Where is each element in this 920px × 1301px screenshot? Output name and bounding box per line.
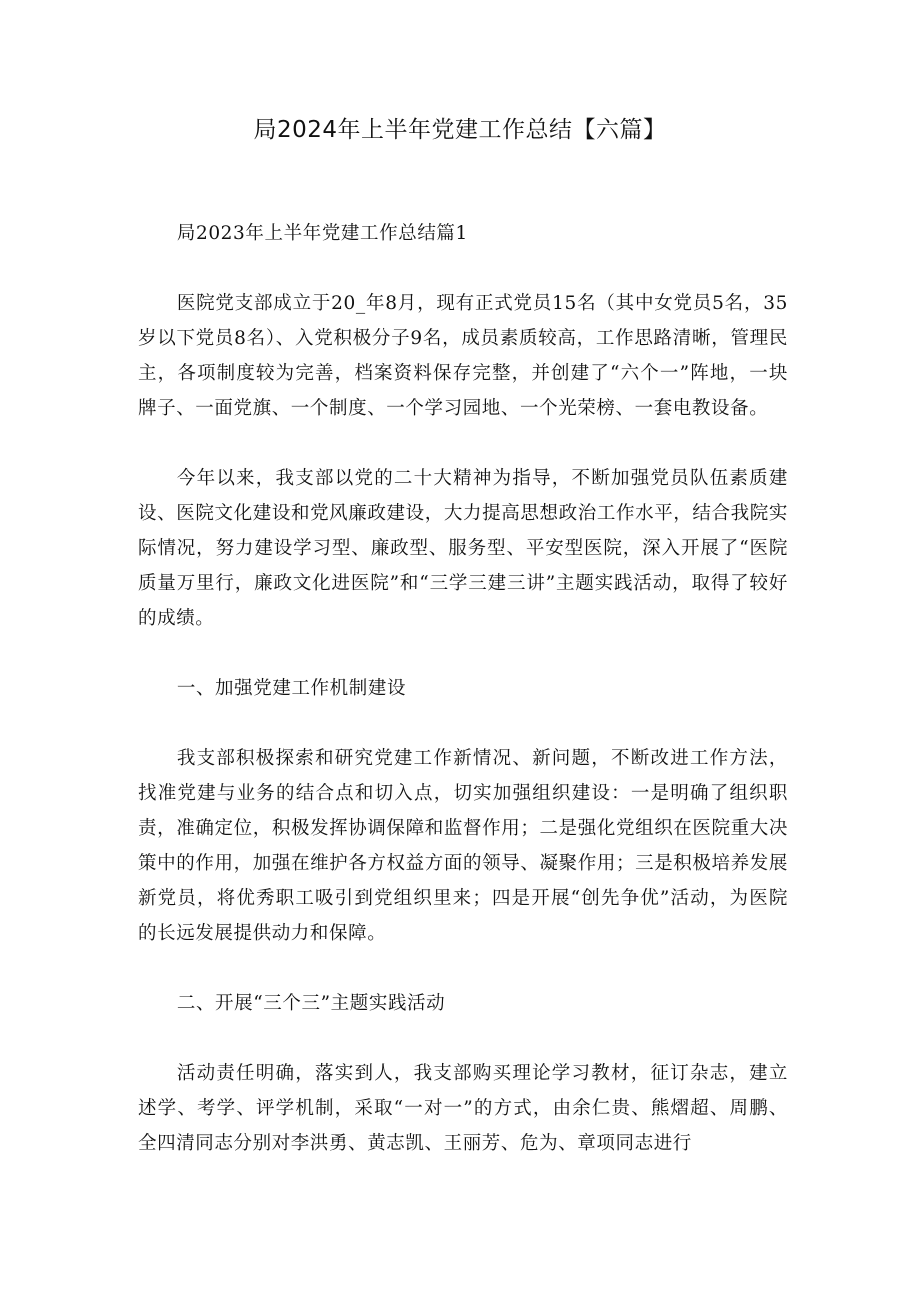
document-body — [138, 216, 788, 1196]
section-heading-2: 二、开展“三个三”主题实践活动 — [176, 993, 446, 1014]
paragraph-intro: 医院党支部成立于20_年8月，现有正式党员15名（其中女党员5名，35岁以下党员8名）、入党积极分子9名，成员素质较高，工作思路清晰，管理民主，各项制度较为完善，档案资料保存完整，并创建了“六个一”阵地，一块牌子、一面党旗、一个制度、一个学习园地、一个光荣榜、一套电教设备。 — [138, 293, 788, 419]
paragraph-section-2: 活动责任明确，落实到人，我支部购买理论学习教材，征订杂志，建立述学、考学、评学机制，采取“一对一”的方式，由余仁贵、熊熠超、周鹏、全四清同志分别对李洪勇、黄志凯、王丽芳、危为、章项同志进行 — [138, 1063, 788, 1154]
section-heading-1: 一、加强党建工作机制建设 — [176, 678, 407, 699]
document-title: 局2024年上半年党建工作总结【六篇】 — [253, 117, 667, 143]
paragraph-overview: 今年以来，我支部以党的二十大精神为指导，不断加强党员队伍素质建设、医院文化建设和党风廉政建设，大力提高思想政治工作水平，结合我院实际情况，努力建设学习型、廉政型、服务型、平安型医院，深入开展了“医院质量万里行，廉政文化进医院”和“三学三建三讲”主题实践活动，取得了较好的成绩。 — [138, 468, 788, 629]
section-subtitle: 局2023年上半年党建工作总结篇1 — [176, 223, 468, 244]
paragraph-section-1: 我支部积极探索和研究党建工作新情况、新问题，不断改进工作方法，找准党建与业务的结合点和切入点，切实加强组织建设：一是明确了组织职责，准确定位，积极发挥协调保障和监督作用；二是强化党组织在医院重大决策中的作用，加强在维护各方权益方面的领导、凝聚作用；三是积极培养发展新党员，将优秀职工吸引到党组织里来；四是开展“创先争优”活动，为医院的长远发展提供动力和保障。 — [138, 748, 788, 944]
